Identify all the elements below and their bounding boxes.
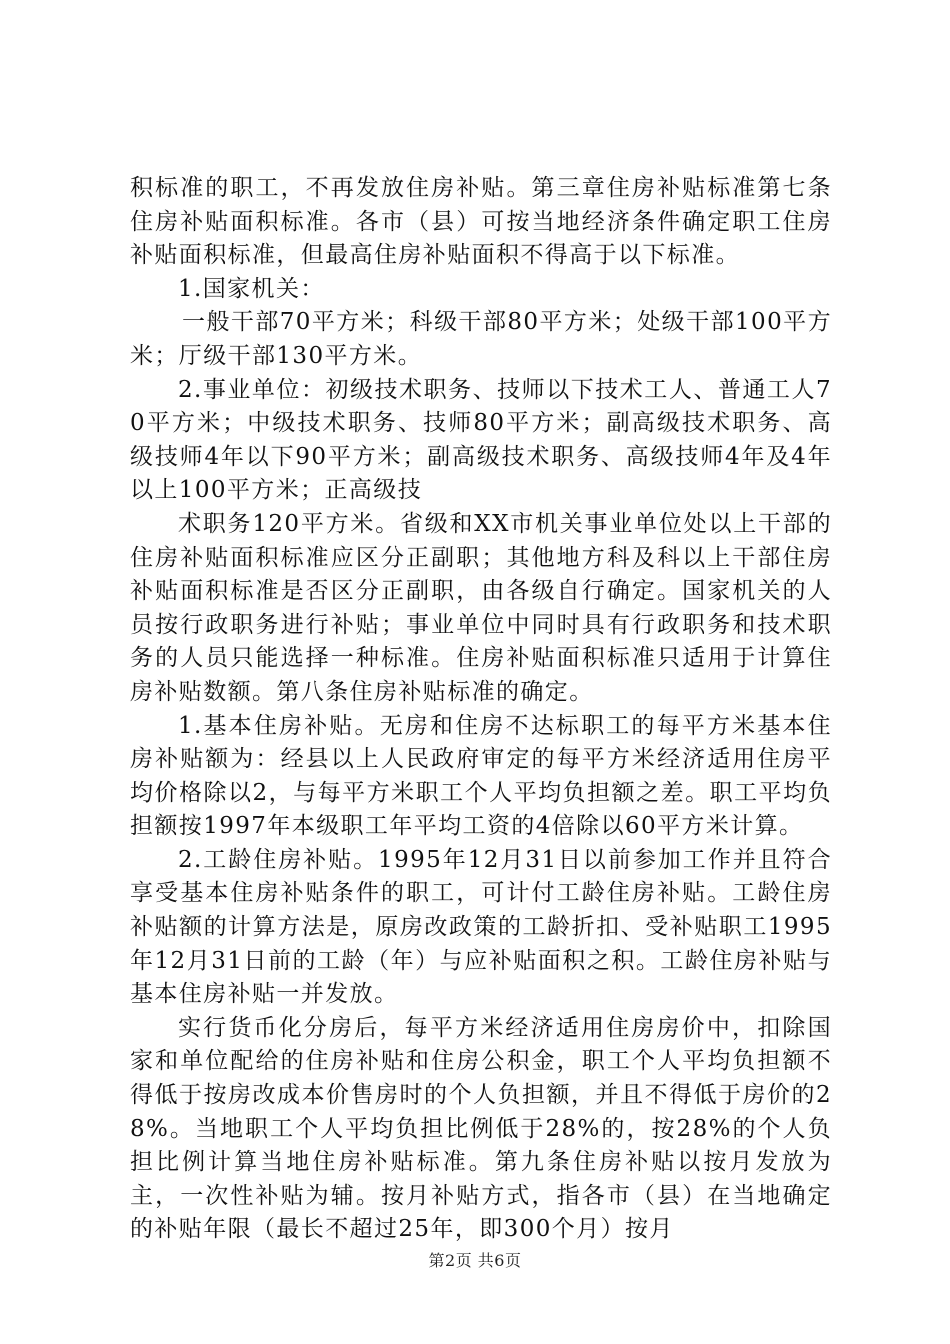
paragraph-4: 2.事业单位：初级技术职务、技师以下技术工人、普通工人70平方米；中级技术职务、技师80平方米；副高级技术职务、高级技师4年以下90平方米；副高级技术职务、高级技师4年及4年以上100平方米；正高级技 (130, 376, 832, 504)
paragraph-5: 术职务120平方米。省级和XX市机关事业单位处以上干部的住房补贴面积标准应区分正副职；其他地方科及科以上干部住房补贴面积标准是否区分正副职，由各级自行确定。国家机关的人员按行政职务进行补贴；事业单位中同时具有行政职务和技术职务的人员只能选择一种标准。住房补贴面积标准只适用于计算住房补贴数额。第八条住房补贴标准的确定。 (130, 510, 832, 705)
paragraph-7: 2.工龄住房补贴。1995年12月31日以前参加工作并且符合享受基本住房补贴条件的职工，可计付工龄住房补贴。工龄住房补贴额的计算方法是，原房改政策的工龄折扣、受补贴职工1995年12月31日前的工龄（年）与应补贴面积之积。工龄住房补贴与基本住房补贴一并发放。 (130, 846, 832, 1008)
paragraph-1: 积标准的职工，不再发放住房补贴。第三章住房补贴标准第七条住房补贴面积标准。各市（县）可按当地经济条件确定职工住房补贴面积标准，但最高住房补贴面积不得高于以下标准。 (130, 175, 832, 269)
paragraph-2: 1.国家机关： (178, 275, 325, 302)
paragraph-3: 一般干部70平方米；科级干部80平方米；处级干部100平方米；厅级干部130平方米。 (130, 309, 832, 369)
document-body (130, 172, 832, 1247)
page-footer: 第2页 共6页 (428, 1251, 522, 1270)
paragraph-6: 1.基本住房补贴。无房和住房不达标职工的每平方米基本住房补贴额为：经县以上人民政府审定的每平方米经济适用住房平均价格除以2，与每平方米职工个人平均负担额之差。职工平均负担额按1997年本级职工年平均工资的4倍除以60平方米计算。 (130, 712, 832, 840)
paragraph-8: 实行货币化分房后，每平方米经济适用住房房价中，扣除国家和单位配给的住房补贴和住房公积金，职工个人平均负担额不得低于按房改成本价售房时的个人负担额，并且不得低于房价的28%。当地职工个人平均负担比例低于28%的，按28%的个人负担比例计算当地住房补贴标准。第九条住房补贴以按月发放为主，一次性补贴为辅。按月补贴方式，指各市（县）在当地确定的补贴年限（最长不超过25年，即300个月）按月 (130, 1014, 832, 1243)
